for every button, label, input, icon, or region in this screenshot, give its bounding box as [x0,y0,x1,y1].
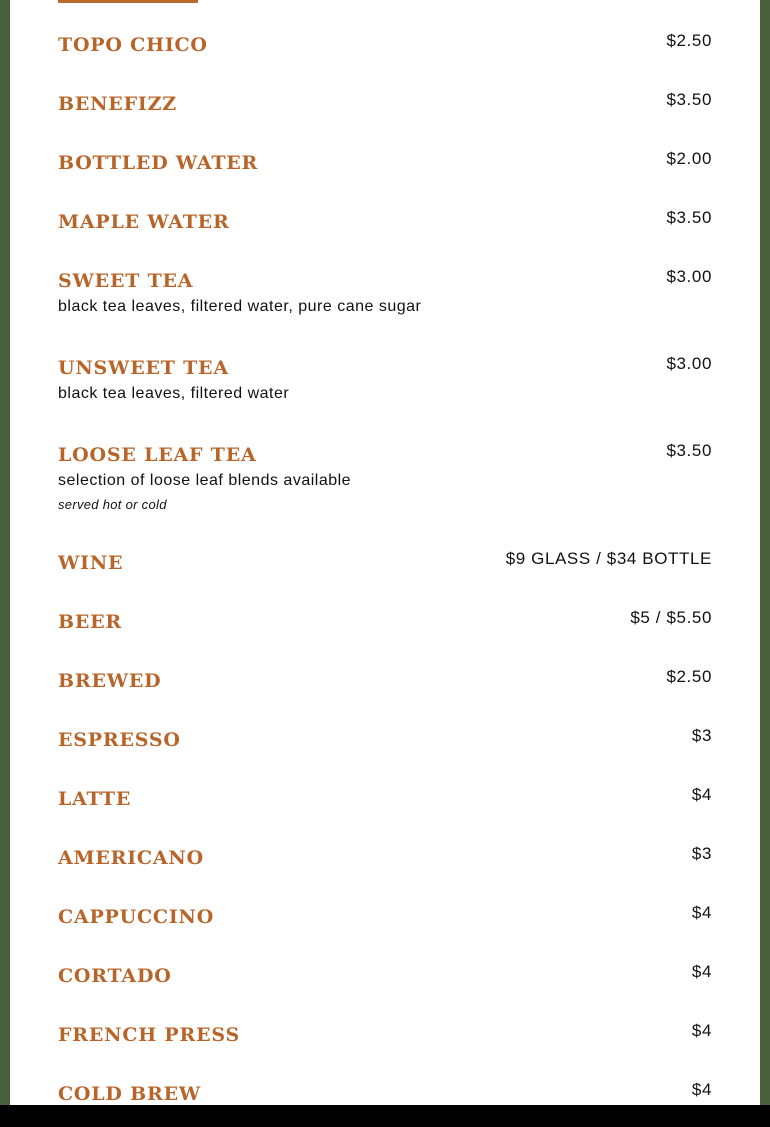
item-description: selection of loose leaf blends available [58,472,352,489]
item-description: black tea leaves, filtered water [58,385,290,402]
item-price: $3 [691,726,712,745]
item-name: BEER [58,611,123,633]
item-price: $4 [691,1021,712,1040]
item-name: CORTADO [58,965,172,987]
item-price: $4 [691,785,712,804]
item-price: $2.50 [666,667,712,686]
item-name: BREWED [58,670,162,692]
item-name: FRENCH PRESS [58,1024,241,1046]
menu-page [10,0,760,1105]
cropped-heading-fragment [58,0,198,3]
item-price: $3 [691,844,712,863]
item-name: SWEET TEA [58,270,194,292]
item-price: $3.50 [666,208,712,227]
item-price: $2.00 [666,149,712,168]
item-note: served hot or cold [58,497,167,512]
item-name: ESPRESSO [58,729,181,751]
item-price: $4 [691,962,712,981]
bottom-black-bar [0,1105,770,1127]
item-name: CAPPUCCINO [58,906,215,928]
item-price: $3.50 [666,441,712,460]
item-price: $4 [691,903,712,922]
item-name: AMERICANO [58,847,204,869]
item-name: BENEFIZZ [58,93,177,115]
item-name: BOTTLED WATER [58,152,259,174]
item-name: TOPO CHICO [58,34,208,56]
right-border [760,0,770,1105]
item-name: COLD BREW [58,1083,201,1105]
item-name: LATTE [58,788,132,810]
item-name: WINE [58,552,124,574]
item-name: MAPLE WATER [58,211,230,233]
item-name: UNSWEET TEA [58,357,229,379]
left-border [0,0,10,1105]
item-price: $2.50 [666,31,712,50]
item-price: $3.00 [666,354,712,373]
item-price: $3.50 [666,90,712,109]
item-description: black tea leaves, filtered water, pure cane sugar [58,298,422,315]
item-price: $5 / $5.50 [630,608,712,627]
item-price: $9 GLASS / $34 BOTTLE [505,549,712,568]
item-price: $4 [691,1080,712,1099]
item-price: $3.00 [666,267,712,286]
item-name: LOOSE LEAF TEA [58,444,257,466]
